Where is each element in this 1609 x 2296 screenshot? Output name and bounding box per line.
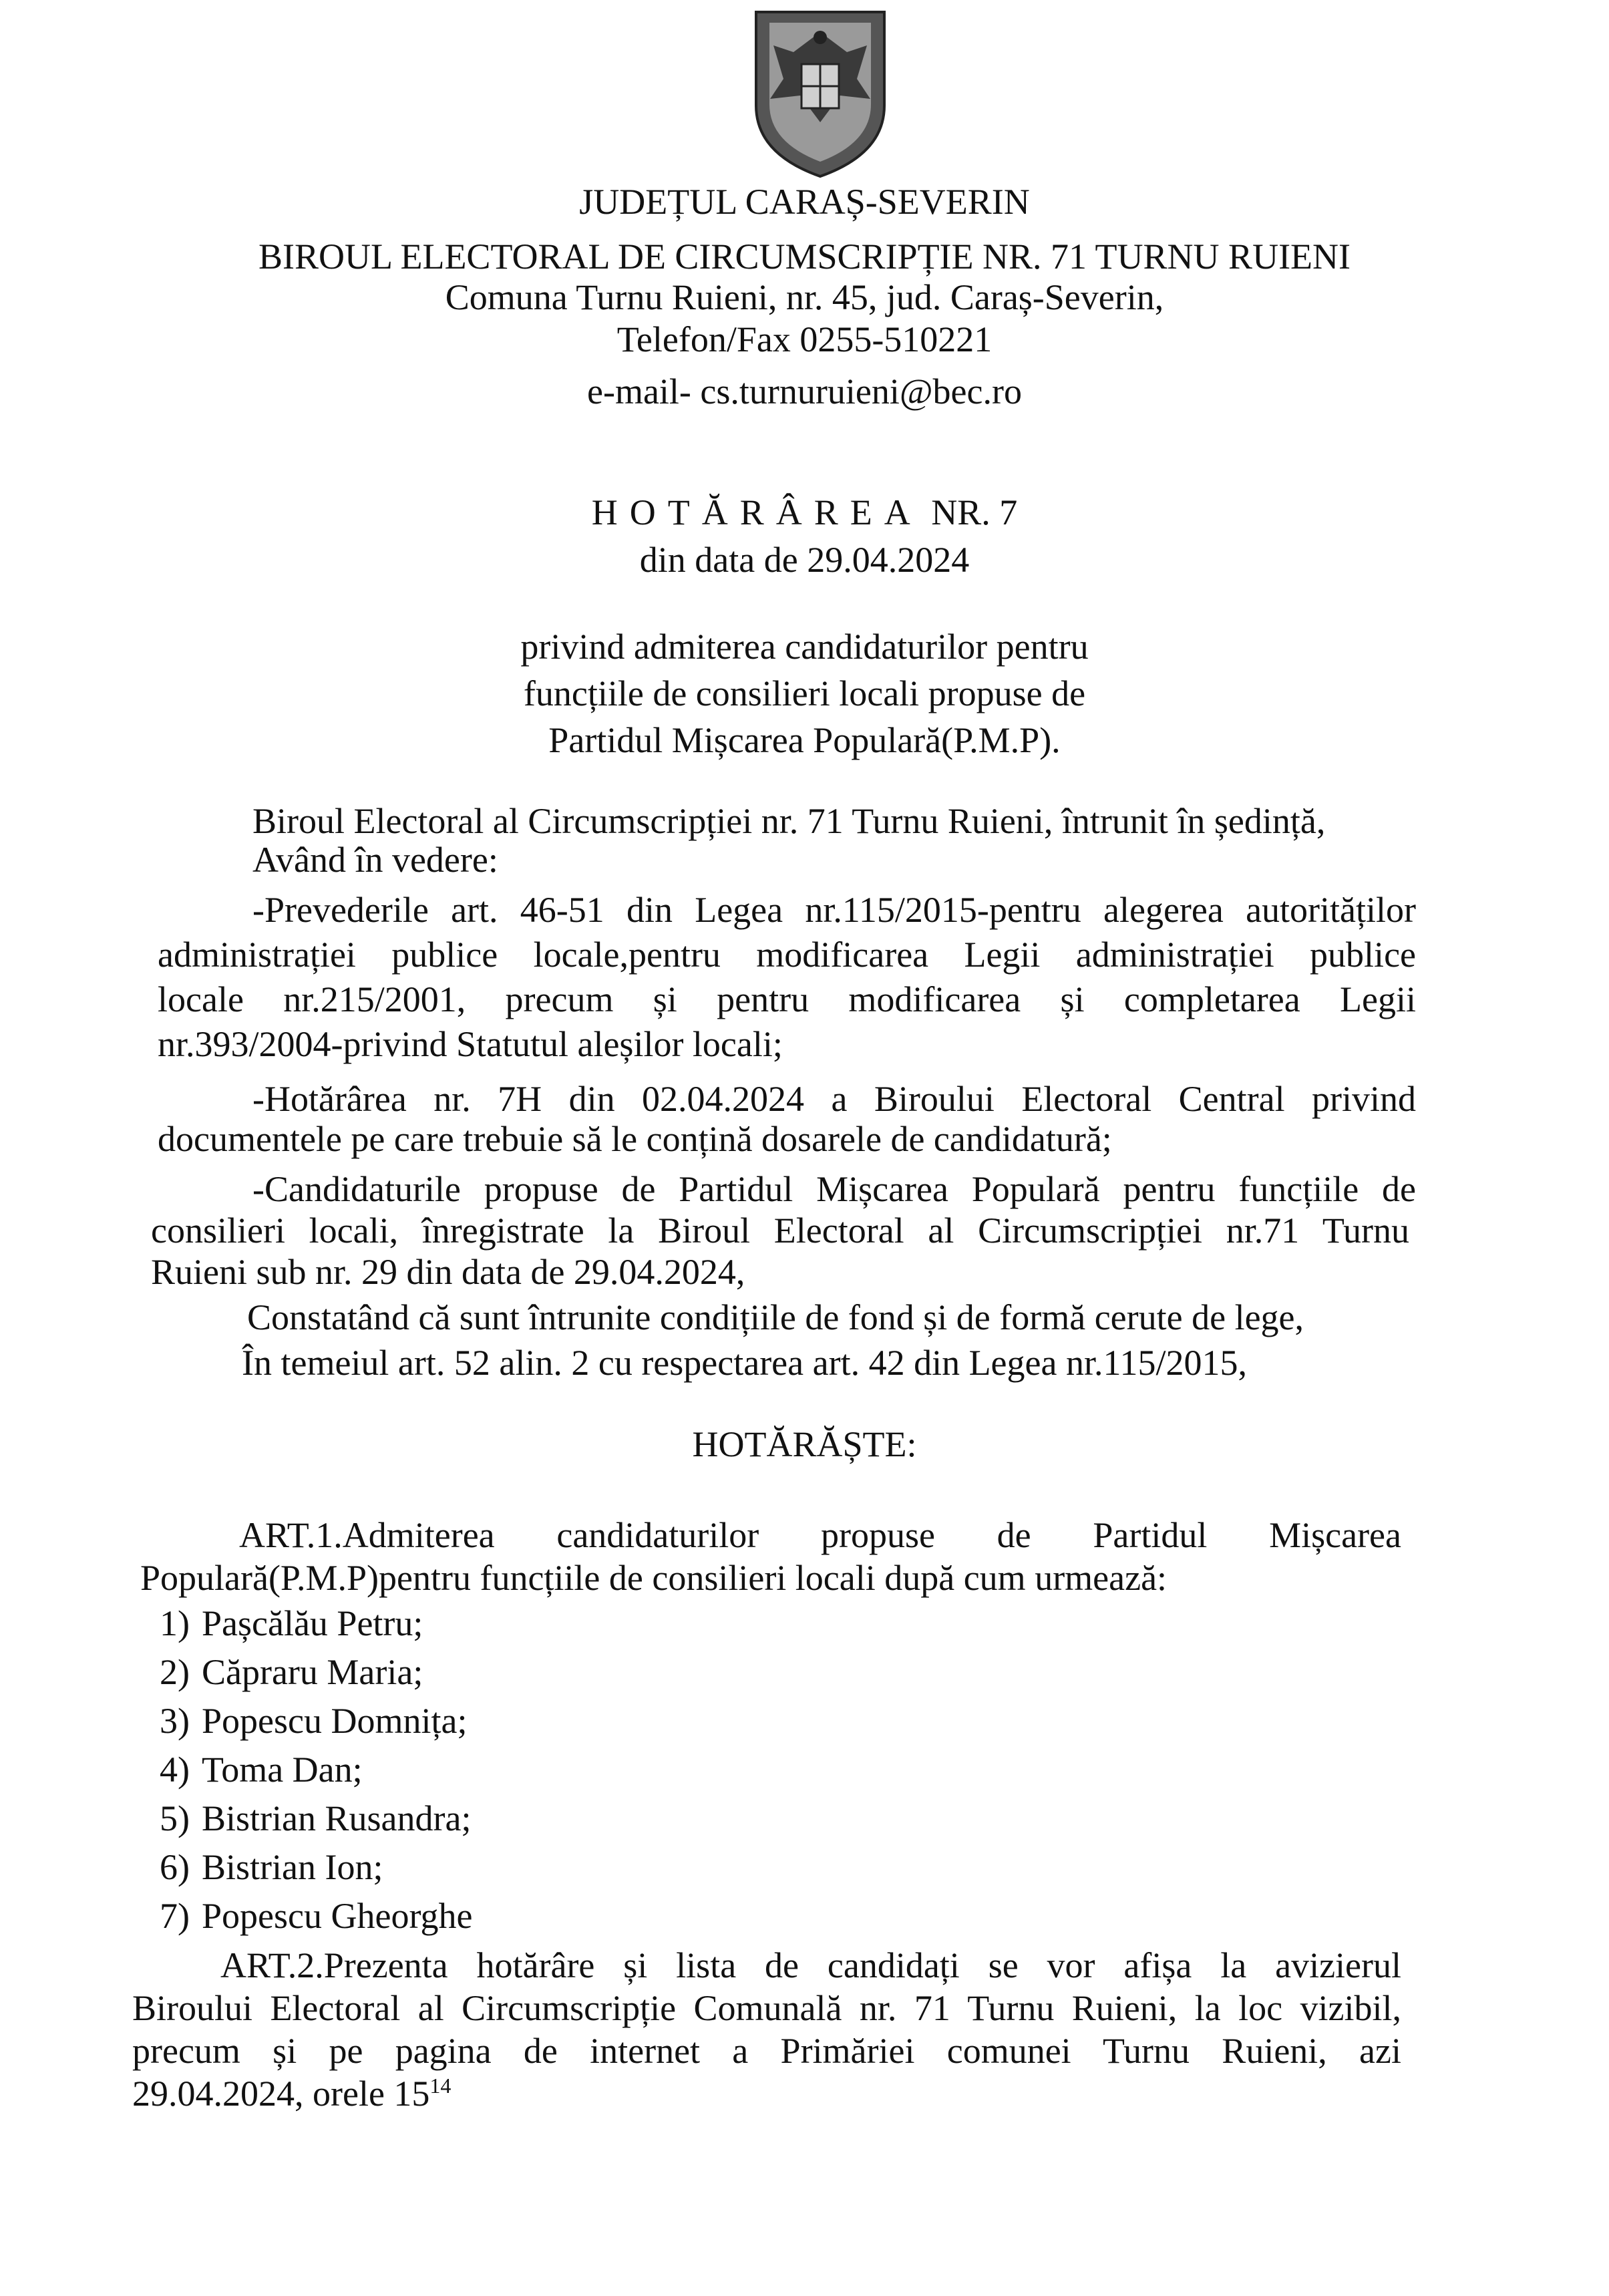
decision-number: NR. 7 [931, 492, 1018, 532]
article-1-line-1: ART.1.Admiterea candidaturilor propuse de Partidul Mișcarea [239, 1515, 1401, 1555]
paragraph-3-line-1: -Candidaturile propuse de Partidul Mișcarea Populară pentru funcțiile de [252, 1169, 1416, 1209]
decision-subject-line-3: Partidul Mișcarea Populară(P.M.P). [548, 720, 1061, 760]
list-item-number: 6) [160, 1847, 190, 1887]
office-email: e-mail- cs.turnuruieni@bec.ro [587, 371, 1022, 412]
paragraph-2-line-2: documentele pe care trebuie să le conțină dosarele de candidatură; [158, 1119, 1112, 1159]
office-address: Comuna Turnu Ruieni, nr. 45, jud. Caraș-Severin, [445, 277, 1164, 317]
list-item [143, 1602, 423, 1645]
article-2-line-3: precum și pe pagina de internet a Primăriei comunei Turnu Ruieni, azi [132, 2031, 1401, 2071]
coat-of-arms-icon [747, 5, 894, 180]
paragraph-1-line-3: locale nr.215/2001, precum și pentru modificarea și completarea Legii [158, 979, 1416, 1019]
publication-date-time: 29.04.2024, orele 15 [132, 2074, 430, 2114]
paragraph-1-line-4: nr.393/2004-privind Statutul aleșilor locali; [158, 1024, 783, 1064]
article-2-line-1: ART.2.Prezenta hotărâre și lista de candidați se vor afișa la avizierul [220, 1945, 1401, 1985]
candidate-name: Toma Dan; [202, 1750, 363, 1790]
candidate-name: Popescu Domnița; [202, 1701, 468, 1741]
paragraph-3-line-3: Ruieni sub nr. 29 din data de 29.04.2024, [151, 1252, 745, 1292]
paragraph-1-line-1: -Prevederile art. 46-51 din Legea nr.115/2015-pentru alegerea autorităților [252, 890, 1416, 930]
paragraph-1-line-2: administrației publice locale,pentru modificarea Legii administrației publice [158, 935, 1416, 975]
paragraph-5: În temeiul art. 52 alin. 2 cu respectarea art. 42 din Legea nr.115/2015, [242, 1343, 1247, 1383]
paragraph-2-line-1: -Hotărârea nr. 7H din 02.04.2024 a Biroului Electoral Central privind [252, 1079, 1416, 1119]
candidate-name: Pașcălău Petru; [202, 1603, 423, 1643]
decision-subject-line-1: privind admiterea candidaturilor pentru [520, 627, 1089, 667]
paragraph-4: Constatând că sunt întrunite condițiile de fond și de formă cerute de lege, [247, 1297, 1304, 1337]
list-item [143, 1699, 467, 1742]
list-item [143, 1797, 471, 1840]
publication-minutes: 14 [429, 2074, 452, 2098]
list-item [143, 1895, 472, 1937]
list-item-number: 3) [160, 1701, 190, 1741]
list-item-number: 2) [160, 1652, 190, 1692]
decision-subject-line-2: funcțiile de consilieri locali propuse de [523, 673, 1086, 713]
article-1-line-2: Populară(P.M.P)pentru funcțiile de consilieri locali după cum urmează: [140, 1558, 1168, 1598]
paragraph-3-line-2: consilieri locali, înregistrate la Biroul Electoral al Circumscripției nr.71 Turnu [151, 1210, 1409, 1251]
intro-line-2: Având în vedere: [252, 840, 498, 880]
list-item [143, 1651, 423, 1693]
list-item-number: 7) [160, 1896, 190, 1936]
resolve-heading: HOTĂRĂȘTE: [692, 1424, 917, 1464]
candidate-name: Popescu Gheorghe [202, 1896, 473, 1936]
article-2-line-2: Biroului Electoral al Circumscripție Comunală nr. 71 Turnu Ruieni, la loc vizibil, [132, 1988, 1401, 2028]
decision-date: din data de 29.04.2024 [639, 540, 970, 580]
candidate-name: Bistrian Rusandra; [202, 1798, 472, 1838]
office-heading: BIROUL ELECTORAL DE CIRCUMSCRIPȚIE NR. 71 TURNU RUIENI [258, 236, 1351, 277]
list-item-number: 5) [160, 1798, 190, 1838]
list-item-number: 4) [160, 1750, 190, 1790]
county-heading: JUDEȚUL CARAȘ-SEVERIN [579, 182, 1030, 222]
list-item [143, 1748, 363, 1791]
candidate-name: Bistrian Ion; [202, 1847, 383, 1887]
intro-line-1: Biroul Electoral al Circumscripției nr. 71 Turnu Ruieni, întrunit în ședință, [252, 801, 1326, 841]
decision-title [0, 491, 1609, 534]
office-phone: Telefon/Fax 0255-510221 [616, 319, 993, 359]
list-item [143, 1846, 383, 1889]
list-item-number: 1) [160, 1603, 190, 1643]
decision-title-word: HOTĂRÂREA [591, 492, 922, 532]
article-2-line-4 [132, 2072, 451, 2115]
candidate-name: Căpraru Maria; [202, 1652, 423, 1692]
